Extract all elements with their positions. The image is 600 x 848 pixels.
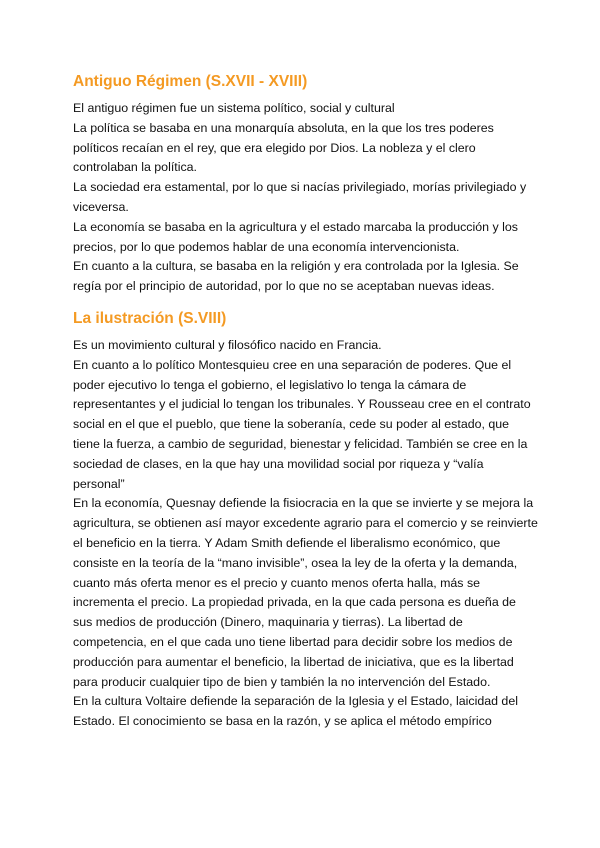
paragraph: El antiguo régimen fue un sistema político, social y cultural (73, 101, 395, 115)
paragraph: Es un movimiento cultural y filosófico nacido en Francia. (73, 337, 382, 352)
paragraph: La sociedad era estamental, por lo que si nacías privilegiado, morías privilegiado y viceversa. (73, 180, 527, 214)
paragraph: En cuanto a lo político Montesquieu cree en una separación de poderes. Que el poder ejecutivo lo tenga el gobierno, el legislativo lo tenga la cámara de representantes y el judicial lo tengan los tribunales. Y Rousseau cree en el contrato social en el que el pueblo, que tiene la soberanía, cede su poder al estado, que tiene la fuerza, a cambio de seguridad, bienestar y felicidad. También se cree en la sociedad de clases, en la que hay una movilidad social por riqueza y “valía personal” (73, 357, 531, 491)
paragraph: En cuanto a la cultura, se basaba en la religión y era controlada por la Iglesia. Se regía por el principio de autoridad, por lo que no se aceptaban nuevas ideas. (73, 259, 519, 294)
paragraph: En la cultura Voltaire defiende la separación de la Iglesia y el Estado, laicidad del Estado. El conocimiento se basa en la razón, y se aplica el método empírico (73, 694, 518, 729)
paragraph: La economía se basaba en la agricultura y el estado marcaba la producción y los precios, por lo que podemos hablar de una economía intervencionista. (73, 219, 518, 254)
section-heading-antiguo-regimen: Antiguo Régimen (S.XVII - XVIII) (73, 73, 308, 90)
paragraph: La política se basaba en una monarquía absoluta, en la que los tres poderes políticos recaían en el rey, que era elegido por Dios. La nobleza y el clero controlaban la política. (73, 120, 494, 175)
section-heading-ilustracion: La ilustración (S.VIII) (73, 309, 227, 327)
paragraph: En la economía, Quesnay defiende la fisiocracia en la que se invierte y se mejora la agricultura, se obtienen así mayor excedente agrario para el comercio y se reinvierte el beneficio en la tierra. Y Adam Smith defiende el liberalismo económico, que consiste en la teoría de la “mano invisible”, osea la ley de la oferta y la demanda, cuanto más oferta menor es el precio y cuanto menos oferta halla, más se incrementa el precio. La propiedad privada, en la que cada persona es dueña de sus medios de producción (Dinero, maquinaria y tierras). La libertad de competencia, en el que cada uno tiene libertad para decidir sobre los medios de producción para aumentar el beneficio, la libertad de iniciativa, que es la libertad para producir cualquier tipo de bien y también la no intervención del Estado. (73, 496, 538, 689)
